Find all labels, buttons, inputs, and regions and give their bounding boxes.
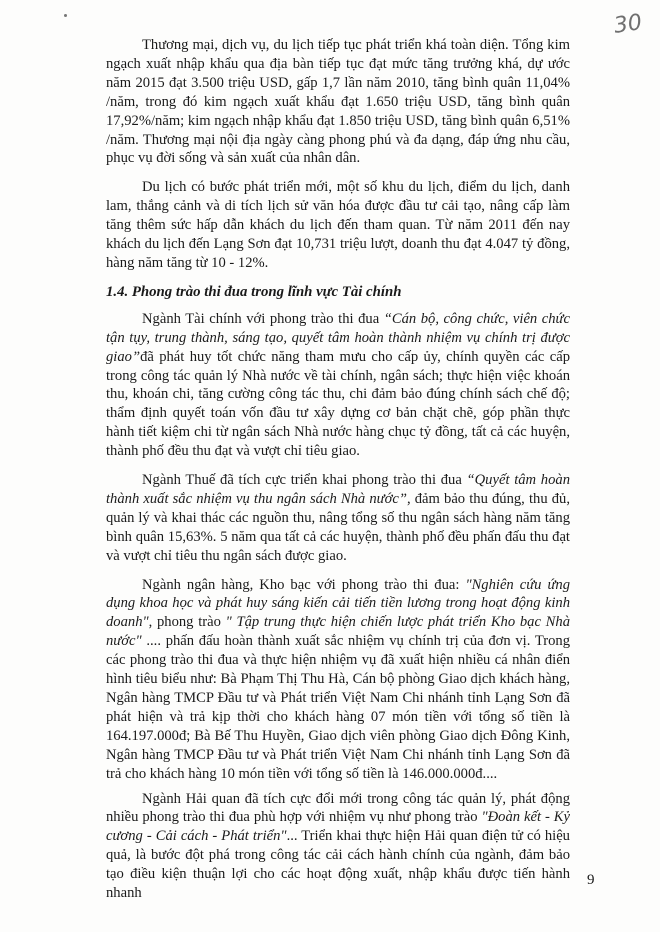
paragraph-finance-end: đã phát huy tốt chức năng tham mưu cho cấp ủy, chính quyền các cấp trong công tác quản lý Nhà nước về tài chính, ngân sách; thực hiện việc khoán thu, khoán chi, tăng cường công tác thu, chi đảm bảo đúng chính sách chế độ; thẩm định quyết toán vốn đầu tư xây dựng cơ bản chặt chẽ, góp phần thực hành tiết kiệm chi từ ngân sách Nhà nước hàng chục tỷ đồng, tất cả các huyện, thành phố đều thu đạt và vượt chỉ tiêu giao. bbox=[106, 348, 570, 460]
paragraph-tax-end: , đảm bảo thu đúng, thu đủ, quản lý và khai thác các nguồn thu, nâng tổng số thu ngân sách hàng năm tăng bình quân 15,63%. 5 năm qua tất cả các huyện, thành phố đều phấn đấu thu đạt và vượt chỉ tiêu thu ngân sách được giao. bbox=[106, 490, 570, 564]
paragraph-customs bbox=[106, 790, 570, 903]
paragraph-customs-start: Ngành Hải quan đã tích cực đổi mới trong công tác quản lý, phát động nhiều phong trào thi đua phù hợp với nhiệm vụ như phong trào bbox=[106, 790, 570, 826]
paragraph-banking-slogan-2: " Tập trung thực hiện chiến lược phát triển Kho bạc Nhà nước" bbox=[106, 614, 570, 650]
paragraph-banking-middle: , phong trào bbox=[148, 614, 226, 631]
paragraph-trade: Thương mại, dịch vụ, du lịch tiếp tục phát triển khá toàn diện. Tổng kim ngạch xuất nhập khẩu qua địa bàn tiếp tục đạt mức tăng trưởng khá, dự ước năm 2015 đạt 3.500 triệu USD, gấp 1,7 lần năm 2010, tăng bình quân 11,04% /năm, trong đó kim ngạch xuất khẩu đạt 1.650 triệu USD, tăng bình quân 17,92%/năm; kim ngạch nhập khẩu đạt 1.850 triệu USD, tăng bình quân 6,51% /năm. Thương mại nội địa ngày càng phong phú và đa dạng, đáp ứng nhu cầu, phục vụ đời sống và sản xuất của nhân dân. bbox=[106, 37, 570, 167]
paragraph-banking bbox=[106, 576, 570, 784]
handwritten-page-number: 30 bbox=[612, 10, 644, 39]
paragraph-banking-slogan-1: "Nghiên cứu ứng dụng khoa học và phát huy sáng kiến cải tiến tiền lương trong hoạt động kinh doanh" bbox=[106, 576, 571, 631]
paragraph-customs-end: ... Triển khai thực hiện Hải quan điện tử có hiệu quả, là bước đột phá trong công tác cải cách hành chính của ngành, đảm bảo tạo điều kiện thuận lợi cho các hoạt động xuất, nhập khẩu được tiến hành nhanh bbox=[106, 828, 570, 902]
scan-mark bbox=[64, 14, 67, 17]
paragraph-finance-start: Ngành Tài chính với phong trào thi đua bbox=[142, 310, 384, 327]
paragraph-tax bbox=[106, 471, 570, 566]
body-text bbox=[106, 36, 570, 913]
paragraph-finance bbox=[106, 310, 570, 461]
paragraph-banking-end: .... phấn đấu hoàn thành xuất sắc nhiệm vụ chính trị của đơn vị. Trong các phong trào thi đua và thực hiện nhiệm vụ đã xuất hiện nhiều cá nhân điển hình tiêu biểu như: Bà Phạm Thị Thu Hà, Cán bộ phòng Giao dịch khách hàng, Ngân hàng TMCP Đầu tư và Phát triển Việt Nam Chi nhánh tỉnh Lạng Sơn đã phát hiện và trả kịp thời cho khách hàng 07 món tiền với tổng số tiền là 164.197.000đ; Bà Bế Thu Huyền, Giao dịch viên phòng Giao dịch Đông Kinh, Ngân hàng TMCP Đầu tư và Phát triển Việt Nam Chi nhánh tỉnh Lạng Sơn đã trả cho khách hàng 10 món tiền với tổng số tiền là 146.000.000đ.... bbox=[106, 633, 570, 782]
paragraph-customs-slogan: "Đoàn kết - Kỷ cương - Cải cách - Phát triển" bbox=[106, 809, 570, 845]
paragraph-tourism: Du lịch có bước phát triển mới, một số khu du lịch, điểm du lịch, danh lam, thắng cảnh và di tích lịch sử văn hóa được đầu tư cải tạo, nâng cấp làm tăng thêm sức hấp dẫn khách du lịch đến tham quan. Từ năm 2011 đến nay khách du lịch đến Lạng Sơn đạt 10,731 triệu lượt, doanh thu đạt 4.047 tỷ đồng, hàng năm tăng từ 10 - 12%. bbox=[106, 179, 570, 271]
paragraph-tax-slogan: “Quyết tâm hoàn thành xuất sắc nhiệm vụ thu ngân sách Nhà nước” bbox=[106, 472, 570, 507]
section-heading: 1.4. Phong trào thi đua trong lĩnh vực Tài chính bbox=[106, 283, 402, 300]
paragraph-tax-start: Ngành Thuế đã tích cực triển khai phong trào thi đua bbox=[142, 472, 467, 489]
page-number: 9 bbox=[587, 872, 595, 888]
paragraph-finance-slogan: “Cán bộ, công chức, viên chức tận tụy, trung thành, sáng tạo, quyết tâm hoàn thành nhiệm vụ chính trị được giao” bbox=[106, 310, 570, 365]
paragraph-banking-start: Ngành ngân hàng, Kho bạc với phong trào thi đua: bbox=[142, 576, 466, 593]
